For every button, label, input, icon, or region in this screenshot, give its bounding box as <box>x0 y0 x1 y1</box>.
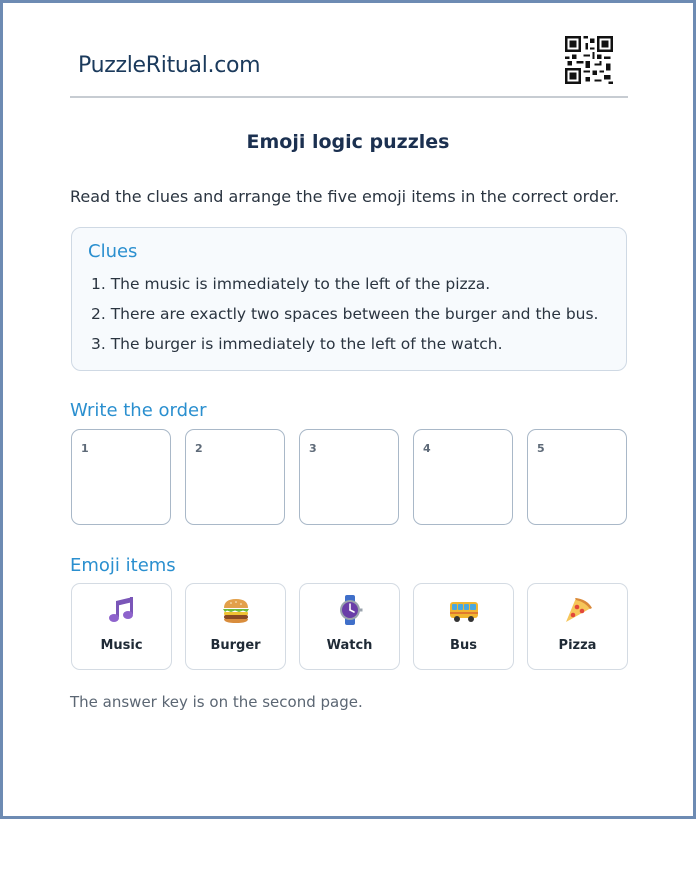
order-slot-2[interactable] <box>185 429 285 525</box>
page-title: Emoji logic puzzles <box>246 131 450 153</box>
qr-code-icon <box>565 36 613 84</box>
order-slot-4[interactable] <box>413 429 513 525</box>
slot-number: 3 <box>309 442 317 455</box>
emoji-card-music[interactable] <box>71 583 172 670</box>
emoji-label: Bus <box>450 638 477 653</box>
order-slot-3[interactable] <box>299 429 399 525</box>
emoji-label: Music <box>100 638 143 653</box>
emoji-card-burger[interactable] <box>185 583 286 670</box>
pizza-icon <box>562 594 594 626</box>
clues-list <box>91 275 598 365</box>
slot-number: 4 <box>423 442 431 455</box>
clues-heading: Clues <box>88 241 138 262</box>
slot-number: 2 <box>195 442 203 455</box>
clues-box <box>71 227 627 371</box>
answer-key-note: The answer key is on the second page. <box>70 693 363 711</box>
bus-icon <box>448 594 480 626</box>
brand-name: PuzzleRitual.com <box>78 53 261 78</box>
clue-item: 2. There are exactly two spaces between the burger and the bus. <box>91 305 599 323</box>
instructions: Read the clues and arrange the five emoji items in the correct order. <box>70 187 620 206</box>
burger-icon <box>220 594 252 626</box>
clue-item: 1. The music is immediately to the left of the pizza. <box>91 275 491 293</box>
emoji-card-bus[interactable] <box>413 583 514 670</box>
emoji-card-watch[interactable] <box>299 583 400 670</box>
emoji-label: Watch <box>326 638 373 653</box>
emoji-label: Burger <box>210 638 261 653</box>
order-heading: Write the order <box>70 400 207 421</box>
emoji-card-pizza[interactable] <box>527 583 628 670</box>
emoji-items-heading: Emoji items <box>70 555 176 576</box>
slot-number: 1 <box>81 442 89 455</box>
slot-number: 5 <box>537 442 545 455</box>
clue-item: 3. The burger is immediately to the left of the watch. <box>91 335 503 353</box>
music-notes-icon <box>106 594 138 626</box>
header-divider <box>70 96 628 98</box>
order-slot-1[interactable] <box>71 429 171 525</box>
watch-icon <box>334 594 366 626</box>
emoji-label: Pizza <box>558 638 597 653</box>
order-slot-5[interactable] <box>527 429 627 525</box>
